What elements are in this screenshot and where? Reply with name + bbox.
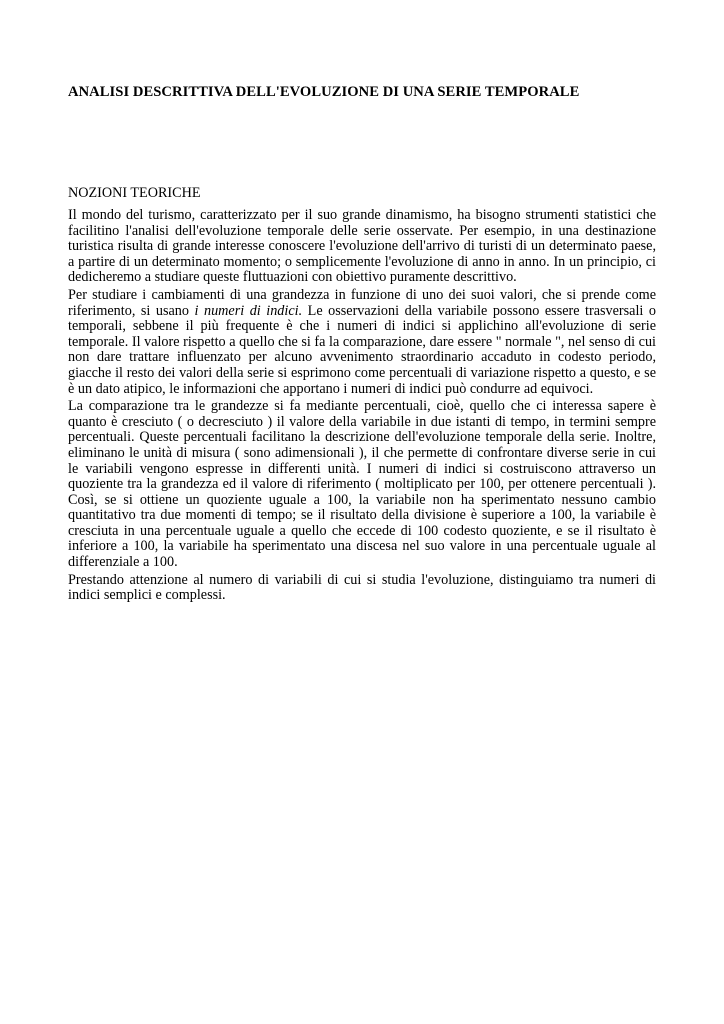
paragraph-4: Prestando attenzione al numero di variabili di cui si studia l'evoluzione, distinguiamo tra numeri di indici semplici e complessi. bbox=[68, 571, 656, 604]
paragraph-2-italic-term: i numeri di indici. bbox=[194, 302, 303, 319]
paragraph-2-part-2: Le osservazioni della variabile possono essere trasversali o temporali, sebbene il più frequente è che i numeri di indici si applichino all'evoluzione di serie temporale. Il valore rispetto a quello che si fa la comparazione, dare essere " normale ", nel senso di cui non dare trattare influenzato per alcuno avvenimento straordinario accaduto in codesto periodo, giacche il resto dei valori della serie si esprimono come percentuali di variazione rispetto a questo, e se è un dato atipico, le informazioni che apportano i numeri di indici può condurre ad equivoci. bbox=[68, 302, 656, 397]
paragraph-2-part-1: Per studiare i cambiamenti di una grandezza in funzione di uno dei suoi valori, che si prende come riferimento, si usano bbox=[68, 286, 656, 319]
paragraph-3: La comparazione tra le grandezze si fa mediante percentuali, cioè, quello che ci interessa sapere è quanto è cresciuto ( o decresciuto ) il valore della variabile in due istanti di tempo, in termini sempre percentuali. Queste percentuali facilitano la descrizione dell'evoluzione temporale della serie. Inoltre, eliminano le unità di misura ( sono adimensionali ), il che permette di confrontare diverse serie in cui le variabili vengono espresse in differenti unità. I numeri di indici si costruiscono attraverso un quoziente tra la grandezza ed il valore di riferimento ( moltiplicato per 100, per ottenere percentuali ). Così, se si ottiene un quoziente uguale a 100, la variabile non ha sperimentato nessuno cambio quantitativo tra due momenti di tempo; se il risultato della divisione è superiore a 100, la variabile è cresciuta in una percentuale uguale a quello che eccede di 100 codesto quoziente, e se il risultato è inferiore a 100, la variabile ha sperimentato una discesa nel suo valore in una percentuale uguale al differenziale a 100. bbox=[68, 398, 656, 571]
section-heading: NOZIONI TEORICHE bbox=[68, 185, 201, 201]
paragraph-2 bbox=[68, 288, 656, 397]
document-title: ANALISI DESCRITTIVA DELL'EVOLUZIONE DI UNA SERIE TEMPORALE bbox=[68, 84, 580, 100]
body-text bbox=[68, 208, 656, 606]
paragraph-1: Il mondo del turismo, caratterizzato per il suo grande dinamismo, ha bisogno strumenti statistici che facilitino l'analisi dell'evoluzione temporale delle serie osservate. Per esempio, in una destinazione turistica risulta di grande interesse conoscere l'evoluzione dell'arrivo di turisti di un determinato paese, a partire di un determinato momento; o semplicemente l'evoluzione di anno in anno. In un principio, ci dedicheremo a studiare queste fluttuazioni con obiettivo puramente descrittivo. bbox=[68, 207, 656, 286]
